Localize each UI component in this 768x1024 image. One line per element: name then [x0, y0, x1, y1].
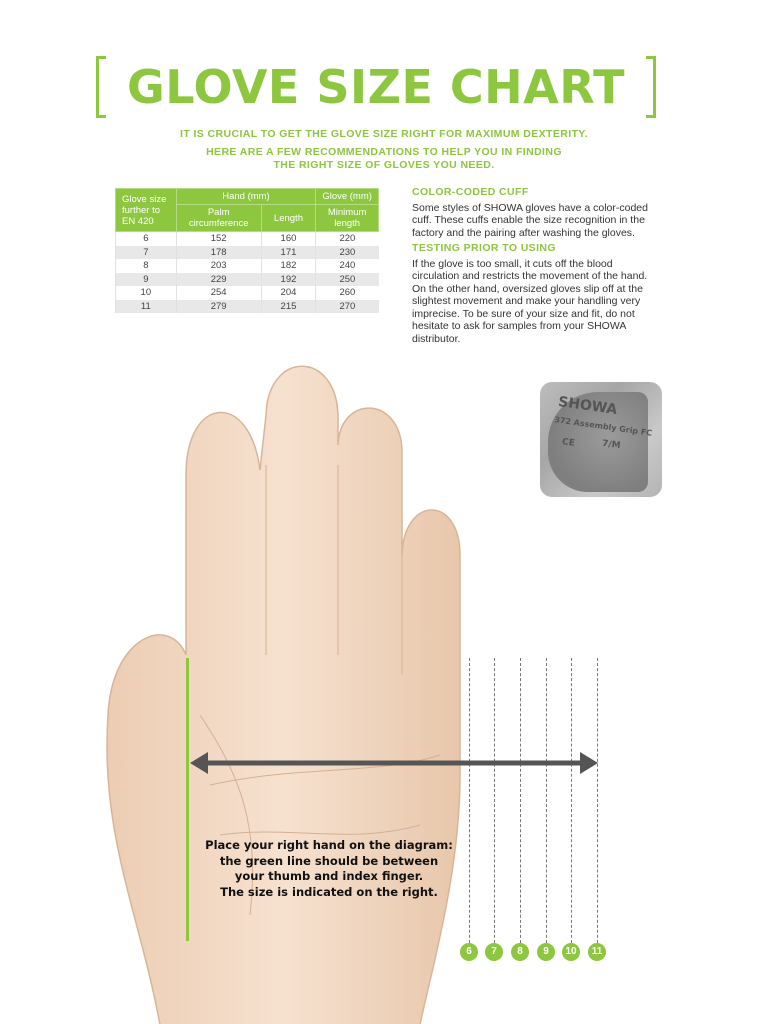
title-bracket-right — [646, 56, 656, 118]
size-marker-9: 9 — [537, 943, 555, 961]
cell-palm: 229 — [176, 273, 261, 287]
cell-size: 10 — [116, 286, 177, 300]
subtitle — [100, 128, 668, 172]
table-row — [116, 286, 379, 300]
cell-min-length: 220 — [316, 232, 379, 246]
cuff-heading: COLOR-CODED CUFF — [412, 186, 529, 198]
cell-size: 7 — [116, 246, 177, 260]
photo-brand: SHOWA — [557, 393, 619, 419]
header-length: Length — [261, 205, 316, 232]
cell-min-length: 250 — [316, 273, 379, 287]
cell-length: 215 — [261, 300, 316, 314]
info-column — [412, 186, 662, 348]
green-alignment-line — [186, 658, 189, 941]
cuff-text: Some styles of SHOWA gloves have a color-coded cuff. These cuffs enable the size recognition in the factory and the pairing after washing the gloves. — [412, 201, 648, 239]
size-guide-line-10 — [571, 658, 572, 948]
instructions-line-3: your thumb and index finger. — [234, 869, 424, 883]
cell-length: 160 — [261, 232, 316, 246]
size-guide-line-9 — [546, 658, 547, 948]
testing-text: If the glove is too small, it cuts off the blood circulation and restricts the movement of the hand. On the other hand, oversized gloves slip off at the slightest movement and make your handling very imprecise. To be sure of your size and fit, do not hesitate to ask for samples from your SHOWA distributor. — [412, 257, 648, 345]
cell-palm: 178 — [176, 246, 261, 260]
size-guide-line-6 — [469, 658, 470, 948]
cell-length: 192 — [261, 273, 316, 287]
header-min-length: Minimum length — [316, 205, 379, 232]
cell-min-length: 260 — [316, 286, 379, 300]
cell-length: 171 — [261, 246, 316, 260]
cuff-photo — [540, 382, 662, 497]
instructions — [196, 838, 462, 900]
size-table — [115, 188, 379, 313]
size-marker-7: 7 — [485, 943, 503, 961]
subtitle-line-3: THE RIGHT SIZE OF GLOVES YOU NEED. — [273, 159, 495, 171]
instructions-line-2: the green line should be between — [219, 853, 439, 868]
cell-min-length: 240 — [316, 259, 379, 273]
cell-size: 11 — [116, 300, 177, 314]
title-block — [96, 52, 656, 122]
cell-size: 6 — [116, 232, 177, 246]
hand-palm-shape — [107, 366, 460, 1024]
size-marker-10: 10 — [562, 943, 580, 961]
subtitle-line-1: IT IS CRUCIAL TO GET THE GLOVE SIZE RIGHT FOR MAXIMUM DEXTERITY. — [180, 128, 588, 140]
header-hand-group: Hand (mm) — [176, 189, 316, 205]
photo-mark: CE — [561, 437, 576, 449]
size-marker-8: 8 — [511, 943, 529, 961]
cell-min-length: 270 — [316, 300, 379, 314]
cell-min-length: 230 — [316, 246, 379, 260]
size-guide-line-7 — [494, 658, 495, 948]
cell-palm: 203 — [176, 259, 261, 273]
size-marker-11: 11 — [588, 943, 606, 961]
instructions-line-1: Place your right hand on the diagram: — [205, 838, 453, 852]
table-row — [116, 259, 379, 273]
header-glove-size: Glove size further to EN 420 — [116, 189, 177, 232]
page-title: GLOVE SIZE CHART — [127, 60, 625, 114]
cell-palm: 254 — [176, 286, 261, 300]
table-row — [116, 232, 379, 246]
cell-size: 9 — [116, 273, 177, 287]
cell-size: 8 — [116, 259, 177, 273]
hand-illustration — [100, 355, 490, 1024]
subtitle-line-2: HERE ARE A FEW RECOMMENDATIONS TO HELP YOU IN FINDING — [206, 146, 562, 158]
cell-length: 204 — [261, 286, 316, 300]
table-row — [116, 273, 379, 287]
table-row — [116, 300, 379, 314]
testing-heading: TESTING PRIOR TO USING — [412, 242, 556, 254]
photo-model: 372 Assembly Grip FC — [553, 415, 653, 438]
size-marker-6: 6 — [460, 943, 478, 961]
cell-palm: 279 — [176, 300, 261, 314]
size-guide-line-11 — [597, 658, 598, 948]
cell-palm: 152 — [176, 232, 261, 246]
header-glove-group: Glove (mm) — [316, 189, 379, 205]
photo-size: 7/M — [601, 438, 622, 452]
measurement-arrow — [186, 748, 602, 778]
header-palm: Palm circumference — [176, 205, 261, 232]
size-guide-line-8 — [520, 658, 521, 948]
table-row — [116, 246, 379, 260]
instructions-line-4: The size is indicated on the right. — [220, 884, 438, 899]
cell-length: 182 — [261, 259, 316, 273]
